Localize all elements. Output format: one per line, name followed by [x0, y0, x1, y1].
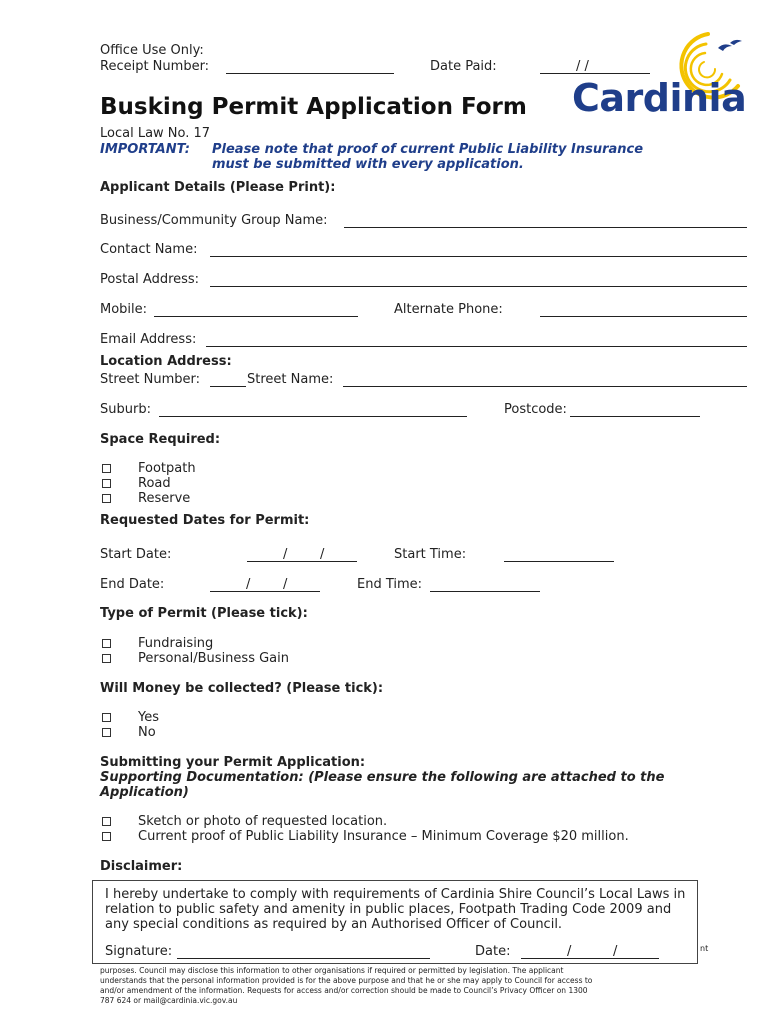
- privacy-line-2: understands that the personal information provided is for the above purpose and that he or she may apply to Council for access to: [100, 976, 593, 985]
- end-date-slash-2: /: [283, 577, 288, 592]
- email-label: Email Address:: [100, 332, 197, 347]
- reserve-label: Reserve: [138, 491, 191, 506]
- start-date-field[interactable]: [247, 561, 357, 562]
- permit-type-heading: Type of Permit (Please tick):: [100, 606, 308, 621]
- postal-field[interactable]: [210, 286, 747, 287]
- disclaimer-date-label: Date:: [475, 944, 511, 959]
- sketch-label: Sketch or photo of requested location.: [138, 814, 388, 829]
- date-paid-label: Date Paid:: [430, 59, 497, 74]
- disclaimer-date-field[interactable]: [521, 958, 659, 959]
- street-number-label: Street Number:: [100, 372, 201, 387]
- business-field[interactable]: [344, 227, 747, 228]
- money-no-label: No: [138, 725, 156, 740]
- end-date-field[interactable]: [210, 591, 320, 592]
- supporting-line-2: Application): [100, 785, 189, 800]
- disclaimer-heading: Disclaimer:: [100, 859, 183, 874]
- disclaimer-box: [92, 880, 698, 964]
- street-number-field[interactable]: [210, 386, 246, 387]
- personal-business-checkbox[interactable]: [102, 654, 111, 663]
- disclaimer-line-3: any special conditions as required by an Authorised Officer of Council.: [105, 917, 563, 932]
- street-name-field[interactable]: [343, 386, 747, 387]
- reserve-checkbox[interactable]: [102, 494, 111, 503]
- dates-heading: Requested Dates for Permit:: [100, 513, 310, 528]
- privacy-line-3: and/or amendment of the information. Requests for access and/or correction should be made to Council’s Privacy Officer on 1300: [100, 986, 588, 995]
- sketch-checkbox[interactable]: [102, 817, 111, 826]
- supporting-line-1: Supporting Documentation: (Please ensure the following are attached to the: [100, 770, 665, 785]
- page-title: Busking Permit Application Form: [100, 94, 527, 120]
- date-paid-slashes: / /: [576, 59, 589, 74]
- disclaimer-date-slash-2: /: [613, 944, 618, 959]
- start-date-label: Start Date:: [100, 547, 172, 562]
- alt-phone-label: Alternate Phone:: [394, 302, 503, 317]
- privacy-line-1: purposes. Council may disclose this information to other organisations if required or permitted by legislation. The applicant: [100, 966, 564, 975]
- contact-field[interactable]: [210, 256, 747, 257]
- receipt-number-label: Receipt Number:: [100, 59, 210, 74]
- start-date-slash-1: /: [283, 547, 288, 562]
- suburb-label: Suburb:: [100, 402, 151, 417]
- privacy-overflow-text: nt: [700, 944, 709, 953]
- location-heading: Location Address:: [100, 354, 232, 369]
- footpath-label: Footpath: [138, 461, 196, 476]
- end-time-field[interactable]: [430, 591, 540, 592]
- important-line-2: must be submitted with every application.: [212, 157, 524, 172]
- alt-phone-field[interactable]: [540, 316, 747, 317]
- start-time-field[interactable]: [504, 561, 614, 562]
- money-heading: Will Money be collected? (Please tick):: [100, 681, 384, 696]
- fundraising-checkbox[interactable]: [102, 639, 111, 648]
- end-date-slash-1: /: [246, 577, 251, 592]
- postcode-label: Postcode:: [504, 402, 567, 417]
- road-checkbox[interactable]: [102, 479, 111, 488]
- contact-label: Contact Name:: [100, 242, 198, 257]
- email-field[interactable]: [206, 346, 747, 347]
- disclaimer-line-1: I hereby undertake to comply with requirements of Cardinia Shire Council’s Local Laws in: [105, 887, 686, 902]
- important-label: IMPORTANT:: [100, 142, 190, 157]
- mobile-field[interactable]: [154, 316, 358, 317]
- disclaimer-date-slash-1: /: [567, 944, 572, 959]
- start-time-label: Start Time:: [394, 547, 467, 562]
- signature-field[interactable]: [177, 958, 430, 959]
- personal-business-label: Personal/Business Gain: [138, 651, 289, 666]
- disclaimer-line-2: relation to public safety and amenity in public places, Footpath Trading Code 2009 and: [105, 902, 672, 917]
- mobile-label: Mobile:: [100, 302, 148, 317]
- street-name-label: Street Name:: [247, 372, 334, 387]
- insurance-checkbox[interactable]: [102, 832, 111, 841]
- applicant-heading: Applicant Details (Please Print):: [100, 180, 336, 195]
- suburb-field[interactable]: [159, 416, 467, 417]
- postcode-field[interactable]: [570, 416, 700, 417]
- footpath-checkbox[interactable]: [102, 464, 111, 473]
- money-no-checkbox[interactable]: [102, 728, 111, 737]
- money-yes-checkbox[interactable]: [102, 713, 111, 722]
- money-yes-label: Yes: [138, 710, 159, 725]
- end-time-label: End Time:: [357, 577, 423, 592]
- office-use-label: Office Use Only:: [100, 43, 204, 58]
- end-date-label: End Date:: [100, 577, 165, 592]
- postal-label: Postal Address:: [100, 272, 200, 287]
- start-date-slash-2: /: [320, 547, 325, 562]
- logo-wordmark: Cardinia: [572, 76, 747, 120]
- submitting-heading: Submitting your Permit Application:: [100, 755, 366, 770]
- important-line-1: Please note that proof of current Public Liability Insurance: [212, 142, 644, 157]
- cardinia-logo: [570, 28, 750, 120]
- space-heading: Space Required:: [100, 432, 221, 447]
- signature-label: Signature:: [105, 944, 173, 959]
- privacy-statement: [100, 966, 700, 1006]
- local-law-text: Local Law No. 17: [100, 126, 211, 141]
- road-label: Road: [138, 476, 171, 491]
- privacy-line-4: 787 624 or mail@cardinia.vic.gov.au: [100, 996, 238, 1005]
- receipt-number-field[interactable]: [226, 73, 394, 74]
- insurance-label: Current proof of Public Liability Insurance – Minimum Coverage $20 million.: [138, 829, 629, 844]
- business-label: Business/Community Group Name:: [100, 213, 328, 228]
- fundraising-label: Fundraising: [138, 636, 214, 651]
